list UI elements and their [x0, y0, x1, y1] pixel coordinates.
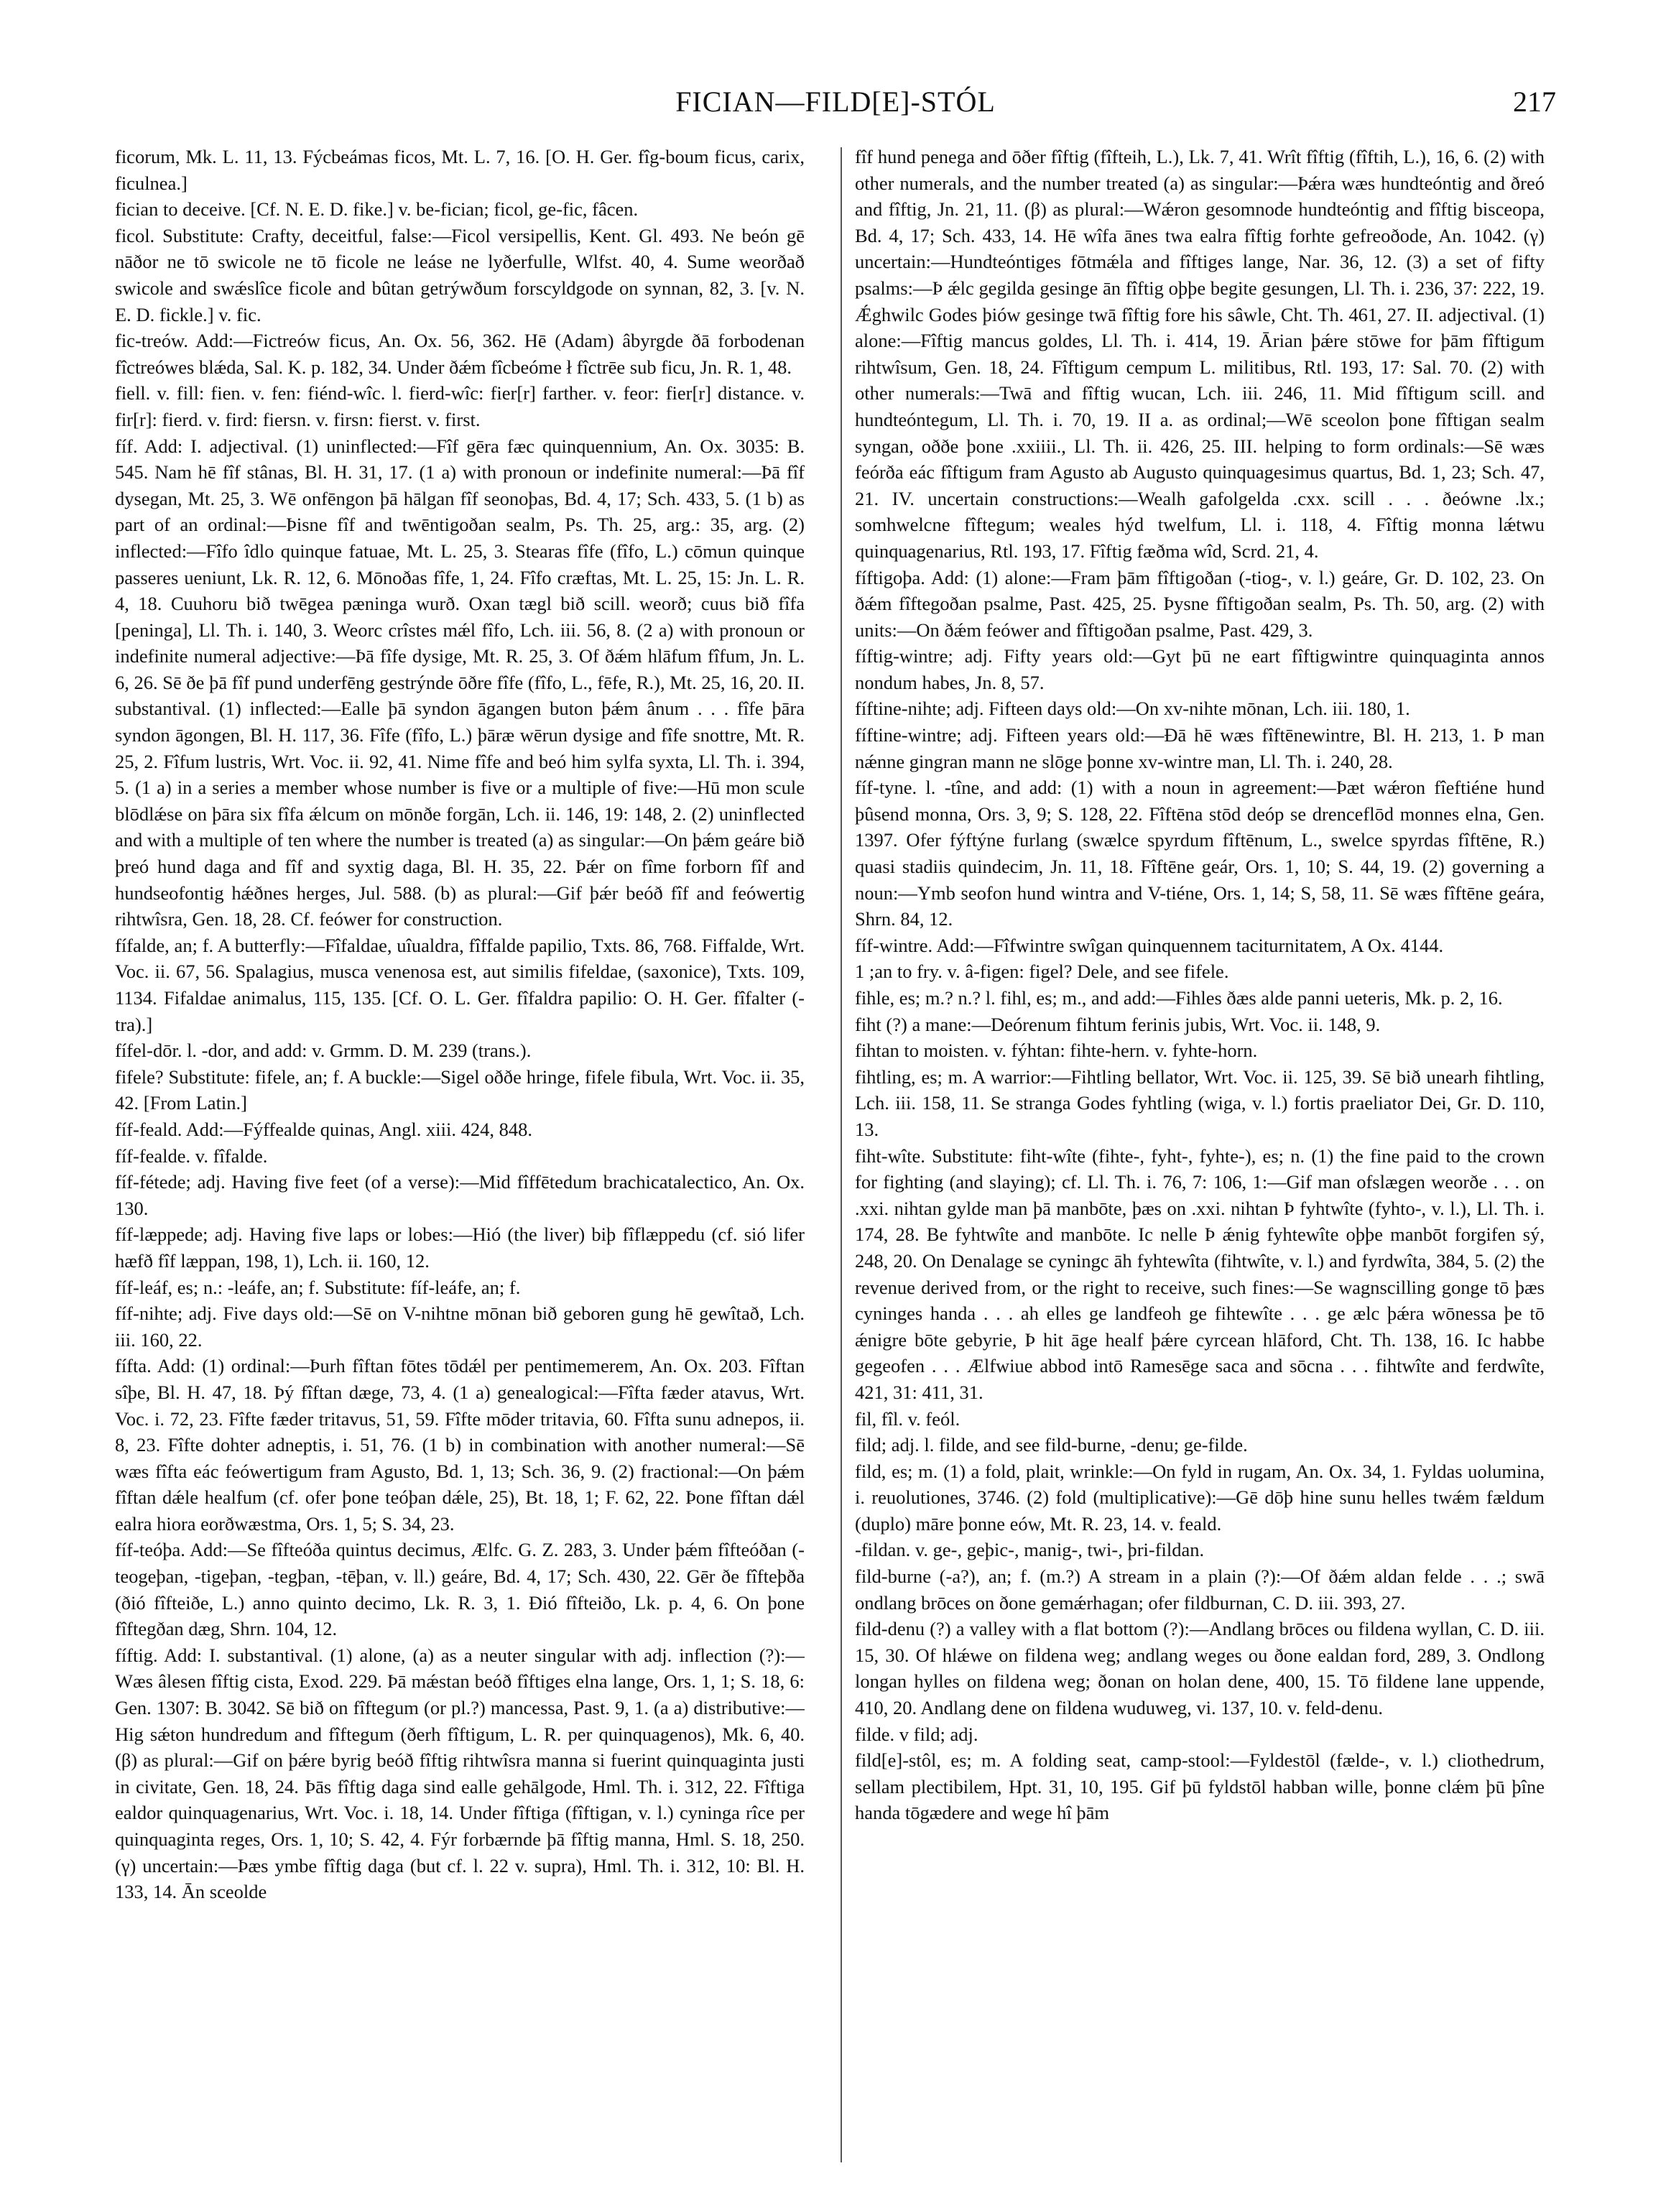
- dictionary-entry: fild-burne (-a?), an; f. (m.?) A stream in a plain (?):—Of ðǽm aldan felde . . .; swā ondlang brōces on ðone gemǽrhagan; ofer fildburnan, C. D. iii. 393, 27.: [855, 1565, 1545, 1614]
- dictionary-entry: ficorum, Mk. L. 11, 13. Fýcbeámas ficos, Mt. L. 7, 16. [O. H. Ger. fîg-boum ficus, carix, ficulnea.]: [115, 146, 805, 194]
- dictionary-entry: fíf-wintre. Add:—Fîfwintre swîgan quinquennem taciturnitatem, A Ox. 4144.: [855, 934, 1444, 956]
- dictionary-entry: fíf-teóþa. Add:—Se fîfteóða quintus decimus, Ælfc. G. Z. 283, 3. Under þǽm fîfteóðan (-teogeþan, -tigeþan, -tegþan, -tēþan, v. ll.) geáre, Bd. 4, 17; Sch. 430, 22. Gēr ðe fîfteþða (ðió fîfteiðe, L.) anno quinto decimo, Lk. R. 3, 1. Ðió fîfteiðo, Lk. p. 4, 6. On þone fîftegðan dæg, Shrn. 104, 12.: [115, 1539, 805, 1640]
- dictionary-entry: fíf-fealde. v. fîfalde.: [115, 1144, 268, 1167]
- dictionary-entry: fíf. Add: I. adjectival. (1) uninflected:—Fîf gēra fæc quinquennium, An. Ox. 3035: B. 545. Nam hē fîf stânas, Bl. H. 31, 17. (1 a) with pronoun or indefinite numeral:—Þā fîf dysegan, Mt. 25, 3. Wē onfēngon þā hālgan fîf seonoþas, Bd. 4, 17; Sch. 433, 5. (1 b) as part of an ordinal:—Þisne fîf and twēntigoðan sealm, Ps. Th. 25, arg.: 35, arg. (2) inflected:—Fîfo îdlo quinque fatuae, Mt. L. 25, 3. Stearas fîfe (fîfo, L.) cōmun quinque passeres ueniunt, Lk. R. 12, 6. Mōnoðas fîfe, 1, 24. Fîfo cræftas, Mt. L. 25, 15: Jn. L. R. 4, 18. Cuuhoru bið twēgea pæninga wurð. Oxan tægl bið scill. weorð; cuus bið fîfa [peninga], Ll. Th. i. 140, 3. Weorc crîstes mǽl fîfo, Lch. iii. 56, 8. (2 a) with pronoun or indefinite numeral adjective:—Þā fîfe dysige, Mt. R. 25, 3. Of ðǽm hlāfum fîfum, Jn. L. 6, 26. Sē ðe þā fîf pund underfēng gestrýnde ōðre fîfe (fîfo, L., fēfe, R.), Mt. 25, 16, 20. II. substantival. (1) inflected:—Ealle þā syndon āgangen buton þǽm ânum . . . fîfe þāra syndon āgongen, Bl. H. 117, 36. Fîfe (fîfo, L.) þāræ wērun dysige and fîfe snottre, Mt. R. 25, 2. Fîfum lustris, Wrt. Voc. ii. 92, 41. Nime fîfe and beó him sylfa syxta, Ll. Th. i. 394, 5. (1 a) in a series a member whose number is five or a multiple of five:—Hū mon scule blōdlǽse on þāra six fîfa ǽlcum on mōnðe forgān, Lch. ii. 146, 19: 148, 2. (2) uninflected and with a multiple of ten where the number is treated (a) as singular:—On þǽm geáre bið þreó hund daga and fîf and syxtig daga, Bl. H. 35, 22. Þǽr on fîme forborn fîf and hundseofontig hǽðnes herges, Jul. 588. (b) as plural:—Gif þǽr beóð fîf and feówertig rihtwîsra, Gen. 18, 28. Cf. feówer for construction.: [115, 435, 805, 930]
- dictionary-entry: fiht (?) a mane:—Deórenum fihtum ferinis jubis, Wrt. Voc. ii. 148, 9.: [855, 1013, 1381, 1035]
- dictionary-entry: fíf-tyne. l. -tîne, and add: (1) with a noun in agreement:—Þæt wǽron fîeftiéne hund þûsend monna, Ors. 3, 9; S. 128, 22. Fîftēna stōd deóp se drenceflōd monnes elna, Gen. 1397. Ofer fýftýne furlang (swælce spyrdum fîftēnum, L., swelce spyrdas fîftēne, R.) quasi stadiis quindecim, Jn. 11, 18. Fîftēne geár, Ors. 1, 10; S. 44, 19. (2) governing a noun:—Ymb seofon hund wintra and V-tiéne, Ors. 1, 14; S, 58, 11. Sē wæs fîftēne geára, Shrn. 84, 12.: [855, 777, 1545, 930]
- dictionary-entry: fil, fîl. v. feól.: [855, 1407, 961, 1430]
- right-column: [855, 144, 1545, 2170]
- dictionary-entry: fihtling, es; m. A warrior:—Fihtling bellator, Wrt. Voc. ii. 125, 39. Sē bið unearh fihtling, Lch. iii. 158, 11. Se stranga Godes fyhtling (wiga, v. l.) fortis praeliator Dei, Gr. D. 110, 13.: [855, 1065, 1545, 1140]
- dictionary-entry: fild; adj. l. filde, and see fild-burne, -denu; ge-filde.: [855, 1434, 1248, 1456]
- page-number: 217: [1513, 85, 1556, 118]
- dictionary-entry: fifele? Substitute: fifele, an; f. A buckle:—Sigel oððe hringe, fifele fibula, Wrt. Voc. ii. 35, 42. [From Latin.]: [115, 1065, 805, 1114]
- dictionary-entry: fífta. Add: (1) ordinal:—Þurh fîftan fōtes tōdǽl per pentimemerem, An. Ox. 203. Fîftan sîþe, Bl. H. 47, 18. Þý fîftan dæge, 73, 4. (1 a) genealogical:—Fîfta fæder atavus, Wrt. Voc. i. 72, 23. Fîfte fæder tritavus, 51, 59. Fîfte mōder tritavia, 60. Fîfta sunu adnepos, ii. 8, 23. Fîfte dohter adneptis, i. 51, 76. (1 b) in combination with another numeral:—Sē wæs fîfta eác feówertigum fram Agusto, Bd. 1, 13; Sch. 36, 9. (2) fractional:—On þǽm fîftan dǽle healfum (cf. ofer þone teóþan dǽle, 25), Bt. 18, 1; F. 62, 22. Þone fîftan dǽl ealra hiora eorðwæstma, Ors. 1, 5; S. 34, 23.: [115, 1355, 805, 1535]
- dictionary-entry: fiell. v. fill: fien. v. fen: fiénd-wîc. l. fierd-wîc: fier[r] farther. v. feor: fier[r] distance. v. fir[r]: fierd. v. fird: fiersn. v. firsn: fierst. v. first.: [115, 382, 805, 430]
- left-column: [115, 144, 805, 2170]
- dictionary-entry: fíf-fétede; adj. Having five feet (of a verse):—Mid fîffētedum brachicatalectico, An. Ox. 130.: [115, 1171, 805, 1219]
- dictionary-entry: fild[e]-stôl, es; m. A folding seat, camp-stool:—Fyldestōl (fælde-, v. l.) cliothedrum, sellam plectibilem, Hpt. 31, 10, 195. Gif þū fyldstōl habban wille, þonne clǽm þū þîne handa tōgædere and wege hî þām: [855, 1749, 1545, 1824]
- dictionary-entry: fíf-feald. Add:—Fýffealde quinas, Angl. xiii. 424, 848.: [115, 1118, 532, 1140]
- dictionary-entry: fíftigoþa. Add: (1) alone:—Fram þām fîftigoðan (-tiog-, v. l.) geáre, Gr. D. 102, 23. On ðǽm fîftegoðan psalme, Past. 425, 25. Þysne fîftigoðan sealm, Ps. Th. 50, arg. (2) with units:—On ðǽm feówer and fîftigoðan psalme, Past. 429, 3.: [855, 566, 1545, 641]
- dictionary-entry: fíftine-wintre; adj. Fifteen years old:—Ðā hē wæs fîftēnewintre, Bl. H. 213, 1. Þ man nǽnne gingran mann ne slōge þonne xv-wintre man, Ll. Th. i. 240, 28.: [855, 724, 1545, 772]
- dictionary-entry: ficol. Substitute: Crafty, deceitful, false:—Ficol versipellis, Kent. Gl. 493. Ne beón gē nāðor ne tō swicole ne tō ficole ne leáse ne lyðerfulle, Wlfst. 40, 4. Sume weorðað swicole and swǽslîce ficole and bûtan getrýwðum forscyldgode on synnan, 82, 3. [v. N. E. D. fickle.] v. fic.: [115, 224, 805, 325]
- dictionary-entry: fífalde, an; f. A butterfly:—Fîfaldae, uîualdra, fîffalde papilio, Txts. 86, 768. Fiffalde, Wrt. Voc. ii. 67, 56. Spalagius, musca venenosa est, aut similis fifeldae, (saxonice), Txts. 109, 1134. Fifaldae animalus, 115, 135. [Cf. O. L. Ger. fîfaldra papilio: O. H. Ger. fîfalter (-tra).]: [115, 934, 805, 1035]
- dictionary-entry: fíftine-nihte; adj. Fifteen days old:—On xv-nihte mōnan, Lch. iii. 180, 1.: [855, 698, 1410, 720]
- dictionary-entry: fíf-læppede; adj. Having five laps or lobes:—Hió (the liver) biþ fîflæppedu (cf. sió lifer hæfð fîf læppan, 198, 1), Lch. ii. 160, 12.: [115, 1223, 805, 1272]
- dictionary-entry: fíftig-wintre; adj. Fifty years old:—Gyt þū ne eart fîftigwintre quinquaginta annos nondum habes, Jn. 8, 57.: [855, 645, 1545, 693]
- dictionary-entry: fiht-wîte. Substitute: fiht-wîte (fihte-, fyht-, fyhte-), es; n. (1) the fine paid to the crown for fighting (and slaying); cf. Ll. Th. i. 76, 7: 106, 1:—Gif man ofslægen weorðe . . . on .xxi. nihtan gylde man þā manbōte, þæs on .xxi. nihtan Þ fyhtwîte (fyhto-, v. l.), Ll. Th. i. 174, 28. Be fyhtwîte and manbōte. Ic nelle Þ ǽnig fyhtewîte oþþe manbōt forgifen sý, 248, 20. On Denalage se cyningc āh fyhtewîta (fihtwîte, v. l.) and fyrdwîta, 384, 5. (2) the revenue derived from, or the right to receive, such fines:—Se wagnscilling gonge tō þæs cyninges handa . . . ah elles ge landfeoh ge fihtewîte . . . ge ælc þǽra wōnessa þe tō ǽnigre bōte gebyrie, Þ hit āge healf þǽre cyrcean hlāford, Cht. Th. 138, 16. Ic habbe gegeofen . . . Ælfwiue abbod intō Ramesēge saca and sōcna . . . fihtwîte and ferdwîte, 421, 31: 411, 31.: [855, 1144, 1545, 1403]
- dictionary-entry: fíftig. Add: I. substantival. (1) alone, (a) as a neuter singular with adj. inflection (?):—Wæs âlesen fîftig cista, Exod. 229. Þā mǽstan beóð fîftiges elna lange, Ors. 1, 1; S. 18, 6: Gen. 1307: B. 3042. Sē bið on fîftegum (or pl.?) mancessa, Past. 9, 1. (a a) distributive:—Hig sǽton hundredum and fîftegum (ðerh fîftigum, L. R. per quinquagenos), Mk. 6, 40. (β) as plural:—Gif on þǽre byrig beóð fîftig rihtwîsra manna si fuerint quinquaginta justi in civitate, Gen. 18, 24. Þās fîftig daga sind ealle gehālgode, Hml. Th. i. 312, 22. Fîftiga ealdor quinquagenarius, Wrt. Voc. i. 18, 14. Under fîftiga (fîftigan, v. l.) cyninga rîce per quinquaginta reges, Ors. 1, 10; S. 42, 4. Fýr forbærnde þā fîftig manna, Hml. S. 18, 250. (γ) uncertain:—Þæs ymbe fîftig daga (but cf. l. 22 v. supra), Hml. Th. i. 312, 10: Bl. H. 133, 14. Ān sceolde: [115, 1644, 805, 1903]
- dictionary-entry: fîf hund penega and ōðer fîftig (fîfteih, L.), Lk. 7, 41. Wrît fîftig (fîftih, L.), 16, 6. (2) with other numerals, and the number treated (a) as singular:—Þǽra wæs hundteóntig and ðreó and fîftig, Jn. 21, 11. (β) as plural:—Wǽron gesomnode hundteóntig and fîftig bisceopa, Bd. 4, 17; Sch. 433, 14. Hē wîfa ānes twa ealra fîftig forhte gefreoðode, An. 1042. (γ) uncertain:—Hundteóntiges fōtmǽla and fîftiges lange, Nar. 36, 12. (3) a set of fifty psalms:—Þ ǽlc gegilda gesinge ān fîftig oþþe begite gesungen, Ll. Th. i. 236, 37: 222, 19. Ǽghwilc Godes þiów gesinge twā fîftig fore his sâwle, Cht. Th. 461, 27. II. adjectival. (1) alone:—Fîftig mancus goldes, Ll. Th. i. 414, 19. Ārian þǽre stōwe for þām fîftigum rihtwîsum, Gen. 18, 24. Fîftigum cempum L. militibus, Rtl. 193, 17: Sal. 70. (2) with other numerals:—Twā and fîftig wucan, Lch. iii. 246, 11. Mid fîftigum scill. and hundteóntegum, Ll. Th. i. 70, 19. II a. as ordinal;—Wē sceolon þone fîftigan sealm syngan, oððe þone .xxiiii., Ll. Th. ii. 426, 25. III. helping to form ordinals:—Sē wæs feórða eác fîftigum fram Agusto ab Augusto quinquagesimus quartus, Bd. 1, 23; Sch. 47, 21. IV. uncertain constructions:—Wealh gafolgelda .cxx. scill . . . ðeówne .lx.; somhwelcne fîftegum; weales hýd twelfum, Ll. i. 118, 4. Fîftig monna lǽtwu quinquagenarius, Rtl. 193, 17. Fîftig fæðma wîd, Scrd. 21, 4.: [855, 146, 1545, 562]
- dictionary-entry: fihtan to moisten. v. fýhtan: fihte-hern. v. fyhte-horn.: [855, 1040, 1258, 1062]
- dictionary-entry: fician to deceive. [Cf. N. E. D. fike.] v. be-fician; ficol, ge-fic, fâcen.: [115, 198, 639, 221]
- column-divider: [841, 147, 842, 2162]
- dictionary-entry: 1 ;an to fry. v. â-figen: figel? Dele, and see fifele.: [855, 961, 1229, 983]
- dictionary-entry: fíf-leáf, es; n.: -leáfe, an; f. Substitute: fíf-leáfe, an; f.: [115, 1276, 521, 1298]
- dictionary-entry: fic-treów. Add:—Fictreów ficus, An. Ox. 56, 362. Hē (Adam) âbyrgde ðā forbodenan fîctreówes blǽda, Sal. K. p. 182, 34. Under ðǽm fîcbeóme ł fîctrēe sub ficu, Jn. R. 1, 48.: [115, 330, 805, 378]
- dictionary-entry: -fildan. v. ge-, geþic-, manig-, twi-, þri-fildan.: [855, 1539, 1205, 1561]
- dictionary-entry: fíf-nihte; adj. Five days old:—Sē on V-nihtne mōnan bið geboren gung hē gewîtað, Lch. iii. 160, 22.: [115, 1302, 805, 1351]
- dictionary-entry: fild-denu (?) a valley with a flat bottom (?):—Andlang brōces ou fildena wyllan, C. D. iii. 15, 30. Of hlǽwe on fildena weg; andlang weges ou ðone ealdan ford, 289, 3. Ondlong longan hylles on fildena weg; ðonan on holan dene, 400, 15. Tō fildene lane uppende, 410, 20. Andlang dene on fildena wuduweg, vi. 137, 10. v. feld-denu.: [855, 1618, 1545, 1719]
- dictionary-entry: fihle, es; m.? n.? l. fihl, es; m., and add:—Fihles ðæs alde panni ueteris, Mk. p. 2, 16.: [855, 987, 1503, 1009]
- dictionary-entry: fild, es; m. (1) a fold, plait, wrinkle:—On fyld in rugam, An. Ox. 34, 1. Fyldas uolumina, i. reuolutiones, 3746. (2) fold (multiplicative):—Gē dōþ hine sunu helles twǽm fældum (duplo) māre þonne eów, Mt. R. 23, 14. v. feald.: [855, 1460, 1545, 1535]
- dictionary-entry: fífel-dōr. l. -dor, and add: v. Grmm. D. M. 239 (trans.).: [115, 1040, 532, 1062]
- dictionary-entry: filde. v fild; adj.: [855, 1723, 978, 1745]
- page-title: FICIAN—FILD[E]-STÓL: [675, 85, 996, 118]
- page-header: [115, 85, 1556, 128]
